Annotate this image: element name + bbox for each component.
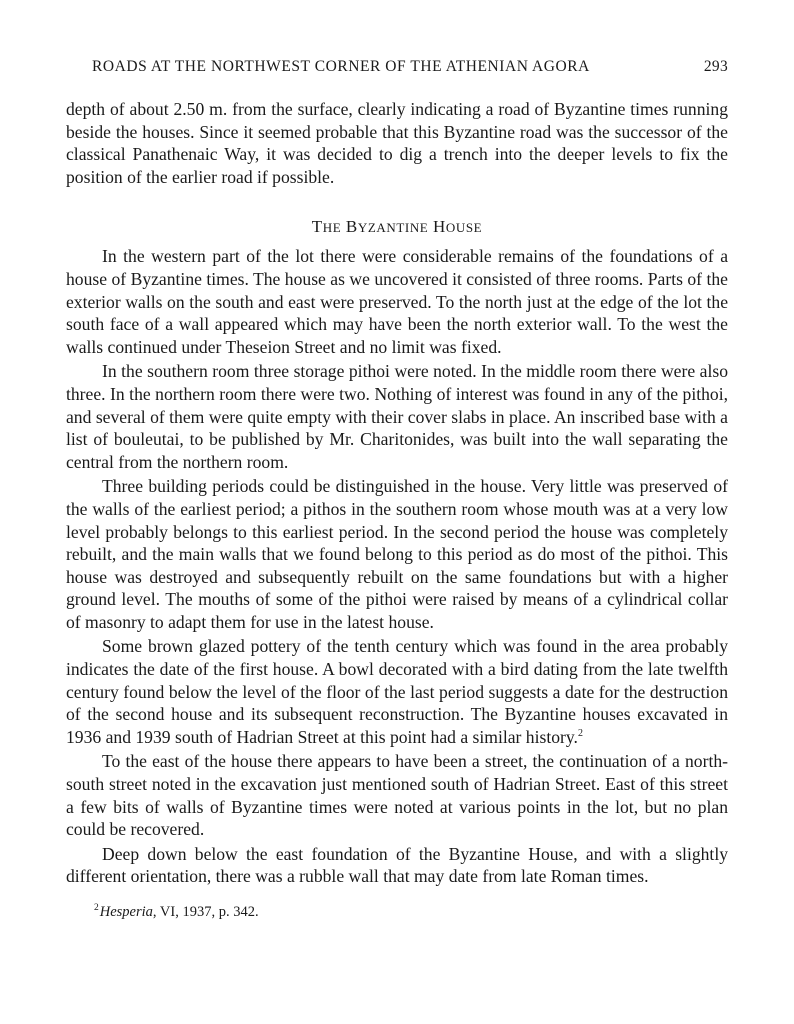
paragraph-rubble-wall: Deep down below the east foundation of the Byzantine House, and with a slightly different orientation, there was a rubble wall that may date from late Roman times. xyxy=(66,843,728,887)
paragraph-building-periods: Three building periods could be distinguished in the house. Very little was preserved of the walls of the earliest period; a pithos in the southern room whose mouth was at a very low level probably belongs to this earliest period. In the second period the house was completely rebuilt, and the main walls that we found belong to this period as do most of the pithoi. This house was destroyed and subsequently rebuilt on the same foundations but with a higher ground level. The mouths of some of the pithoi were raised by means of a cylindrical collar of masonry to adapt them for use in the latest house. xyxy=(66,476,728,632)
running-title: ROADS AT THE NORTHWEST CORNER OF THE ATHENIAN AGORA xyxy=(92,58,590,75)
paragraph-house-description: In the western part of the lot there were considerable remains of the foundations of a house of Byzantine times. The house as we uncovered it consisted of three rooms. Parts of the exterior walls on the south and east were preserved. To the north just at the edge of the lot the south face of a wall appeared which may have been the north exterior wall. To the west the walls continued under Theseion Street and no limit was fixed. xyxy=(66,246,728,357)
paragraph-pithoi: In the southern room three storage pithoi were noted. In the middle room there were also three. In the northern room there were two. Nothing of interest was found in any of the pithoi, and several of them were quite empty with their cover slabs in place. An inscribed base with a list of bouleutai, to be published by Mr. Charitonides, was built into the wall separating the central from the northern room. xyxy=(66,361,728,472)
running-header xyxy=(66,58,728,82)
paragraph-continuation: depth of about 2.50 m. from the surface, clearly indicating a road of Byzantine times running beside the houses. Since it seemed probable that this Byzantine road was the successor of the classical Panathenaic Way, it was decided to dig a trench into the deeper levels to fix the position of the earlier road if possible. xyxy=(66,99,728,187)
footnote xyxy=(66,902,728,922)
page-number: 293 xyxy=(703,58,728,75)
footnote-reference: 2 xyxy=(577,727,583,739)
footnote-journal: Hesperia xyxy=(99,904,153,920)
paragraph-street: To the east of the house there appears to have been a street, the continuation of a north-south street noted in the excavation just mentioned south of Hadrian Street. East of this street a few bits of walls of Byzantine times were noted at various points in the lot, but no plan could be recovered. xyxy=(66,751,728,840)
footnote-citation: , VI, 1937, p. 342. xyxy=(152,904,259,920)
paragraph-dating: Some brown glazed pottery of the tenth century which was found in the area probably indicates the date of the first house. A bowl decorated with a bird dating from the late twelfth century found below the level of the floor of the last period suggests a date for the destruction of the second house and its subsequent reconstruction. The Byzantine houses excavated in 1936 and 1939 south of Hadrian Street at this point had a similar history.$^2$ xyxy=(66,636,728,747)
section-title: THE BYZANTINE HOUSE xyxy=(311,217,483,237)
footnote-mark: 2 xyxy=(94,903,99,914)
page xyxy=(66,58,728,922)
